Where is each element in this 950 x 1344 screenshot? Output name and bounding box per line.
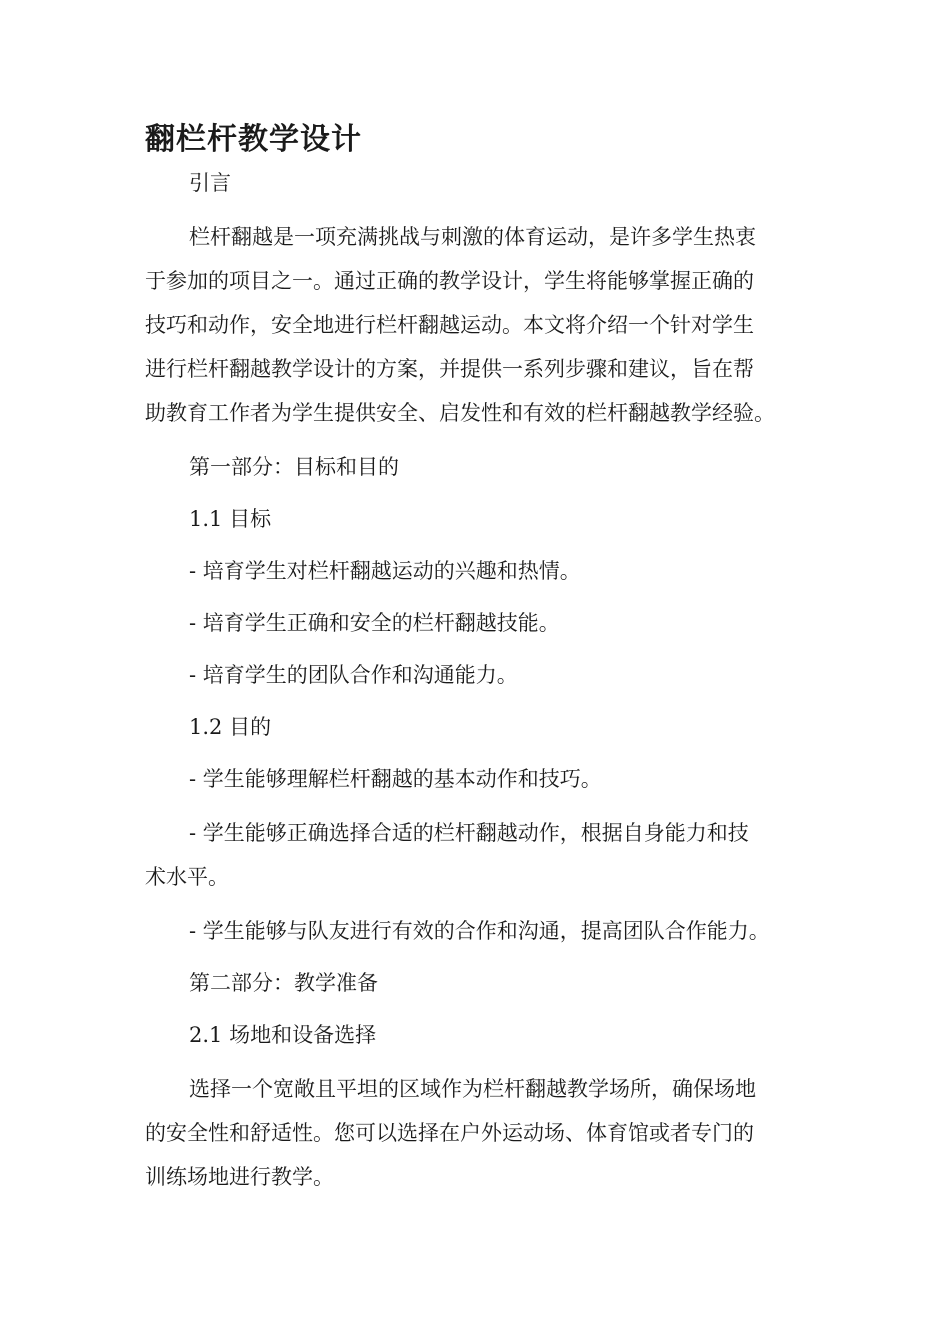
part2-heading	[145, 961, 859, 1005]
text-line: 技巧和动作，安全地进行栏杆翻越运动。本文将介绍一个针对学生	[145, 313, 754, 337]
text-line: 助教育工作者为学生提供安全、启发性和有效的栏杆翻越教学经验。	[145, 401, 775, 425]
goal-item	[145, 549, 859, 593]
text-line: 第二部分：教学准备	[189, 971, 378, 995]
text-line: - 培育学生正确和安全的栏杆翻越技能。	[189, 611, 560, 635]
text-line: 进行栏杆翻越教学设计的方案，并提供一系列步骤和建议，旨在帮	[145, 357, 754, 381]
text-line: 2.1 场地和设备选择	[189, 1023, 377, 1047]
text-line: 选择一个宽敞且平坦的区域作为栏杆翻越教学场所，确保场地	[189, 1077, 756, 1101]
purpose-item	[145, 811, 815, 899]
intro-paragraph	[145, 215, 815, 435]
section-2-1-heading	[145, 1013, 859, 1057]
goal-item	[145, 601, 859, 645]
text-line: - 培育学生对栏杆翻越运动的兴趣和热情。	[189, 559, 581, 583]
text-line: - 培育学生的团队合作和沟通能力。	[189, 663, 518, 687]
text-line: - 学生能够理解栏杆翻越的基本动作和技巧。	[189, 767, 602, 791]
text-line: - 学生能够与队友进行有效的合作和沟通，提高团队合作能力。	[189, 919, 770, 943]
text-line: - 学生能够正确选择合适的栏杆翻越动作，根据自身能力和技	[189, 821, 749, 845]
text-line: 的安全性和舒适性。您可以选择在户外运动场、体育馆或者专门的	[145, 1121, 754, 1145]
part1-heading	[145, 445, 859, 489]
text-line: 第一部分：目标和目的	[189, 455, 399, 479]
section-1-1-heading	[145, 497, 859, 541]
venue-paragraph	[145, 1067, 815, 1199]
intro-heading	[145, 161, 859, 205]
section-1-2-heading	[145, 705, 859, 749]
text-line: 术水平。	[145, 865, 229, 889]
text-line: 栏杆翻越是一项充满挑战与刺激的体育运动，是许多学生热衷	[189, 225, 756, 249]
text-line: 引言	[189, 171, 231, 195]
text-line: 训练场地进行教学。	[145, 1165, 334, 1189]
goal-item	[145, 653, 859, 697]
text-line: 于参加的项目之一。通过正确的教学设计，学生将能够掌握正确的	[145, 269, 754, 293]
text-line: 1.2 目的	[189, 715, 272, 739]
purpose-item	[145, 909, 859, 953]
text-line: 1.1 目标	[189, 507, 272, 531]
purpose-item	[145, 757, 859, 801]
document-title: 翻栏杆教学设计	[145, 122, 362, 157]
